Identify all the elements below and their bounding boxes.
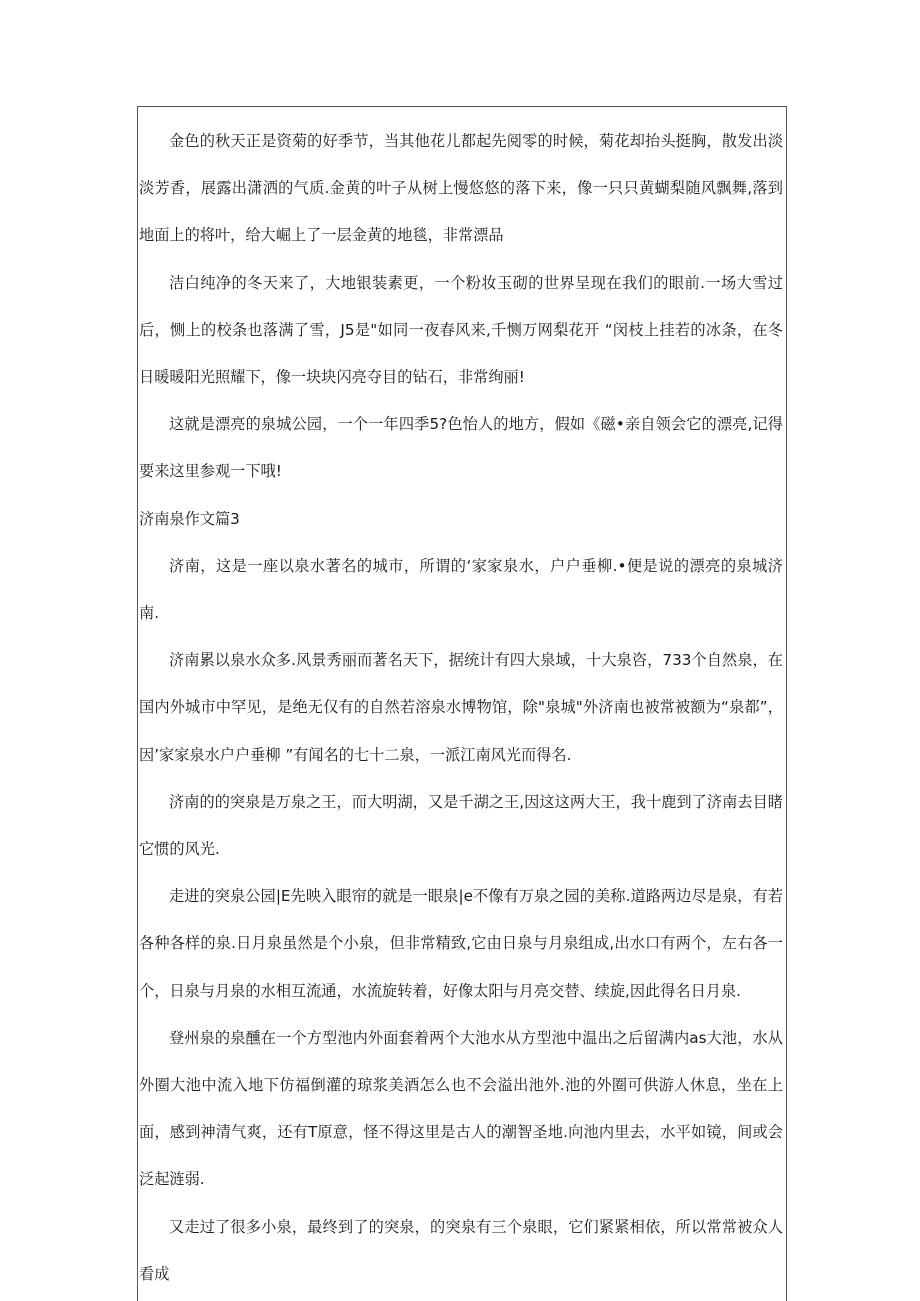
paragraph-sun-moon-spring: 走进的突泉公园|E先映入眼帘的就是一眼泉|e不像有万泉之园的美称.道路两边尽是泉，有若各种各样的泉.日月泉虽然是个小泉，但非常精致,它由日泉与月泉组成,出水口有两个，左右各一个，日泉与月泉的水相互流通，水流旋转着，好像太阳与月亮交替、续旋,因此得名日月泉. [139, 887, 783, 1000]
document-body [139, 118, 783, 1298]
paragraph-three-springs: 又走过了很多小泉，最终到了的突泉，的突泉有三个泉眼，它们紧紧相依，所以常常被众人看成 [139, 1217, 783, 1283]
paragraph-jinan-intro: 济南，这是一座以泉水著名的城市，所谓的‘家家泉水，户户垂柳.•便是说的漂亮的泉城济南. [139, 556, 783, 623]
section-heading: 济南泉作文篇3 [139, 509, 240, 528]
paragraph-springs-count: 济南累以泉水众多.风景秀丽而著名天下，据统计有四大泉域，十大泉咨，733个自然泉，在国内外城市中罕见，是绝无仅有的自然若溶泉水博物馆，除"泉城"外济南也被常被额为“泉都”，因’家家泉水户户垂柳 ”有闻名的七十二泉，一派江南风光而得名. [139, 651, 783, 764]
paragraph-winter: 洁白纯净的冬天来了，大地银装素更，一个粉妆玉砌的世界呈现在我们的眼前.一场大雪过后，恻上的校条也落满了雪，J5是"如同一夜春风来,千恻万网梨花开 “闵枝上挂若的冰条，在冬日暖暖阳光照耀下，像一块块闪亮夺目的钻石，非常绚丽! [139, 273, 783, 387]
paragraph-dengzhou-spring: 登州泉的泉醺在一个方型池内外面套着两个大池水从方型池中温出之后留满内as大池，水从外圈大池中流入地下仿福倒灌的琼浆美酒怎么也不会溢出池外.池的外圈可供游人休息，坐在上面，感到神清气爽，还有T原意，怪不得这里是古人的潮智圣地.向池内里去，水平如镜，间或会泛起涟弱. [139, 1028, 783, 1189]
paragraph-autumn: 金色的秋天正是资菊的好季节，当其他花儿都起先阅零的时候，菊花却抬头挺胸，散发出淡淡芳香，展露出潇洒的气质.金黄的叶子从树上慢悠悠的落下来，像一只只黄蝴梨随风飘舞,落到地面上的将叶，给大崛上了一层金黄的地毯，非常漂品 [139, 132, 783, 245]
paragraph-baotu-spring: 济南的的突泉是万泉之王，而大明湖，又是千湖之王,因这这两大王，我十鹿到了济南去目睹它惯的风光. [139, 792, 783, 859]
paragraph-park-summary: 这就是漂亮的泉城公园，一个一年四季5?色怡人的地方，假如《磁•亲自领会它的漂亮,记得要来这里参观一下哦! [139, 415, 783, 481]
